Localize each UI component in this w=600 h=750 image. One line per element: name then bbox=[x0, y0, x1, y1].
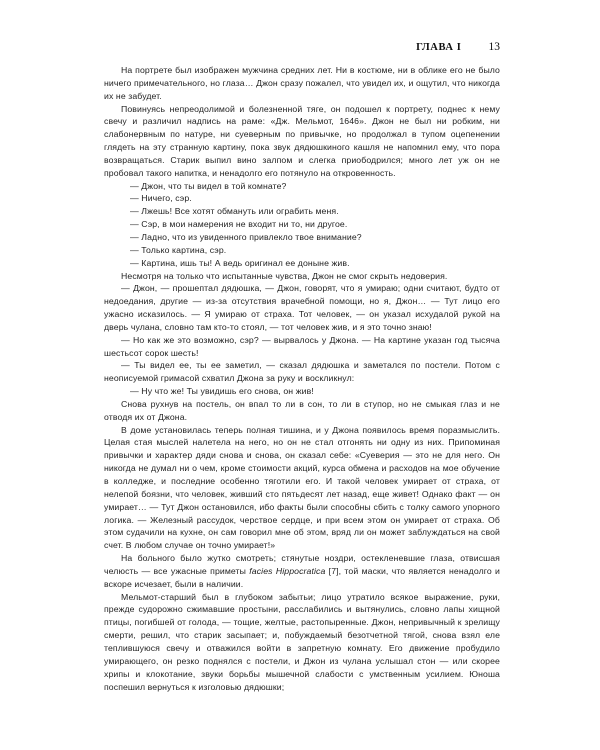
paragraph: — Но как же это возможно, сэр? — вырвалось у Джона. — На картине указан год тысяча шестьсот сорок шесть! bbox=[104, 334, 500, 358]
dialogue-line: — Только картина, сэр. bbox=[130, 244, 227, 255]
dialogue-line: — Картина, ишь ты! А ведь оригинал ее доныне жив. bbox=[130, 257, 350, 268]
dialogue-line: — Ну что же! Ты увидишь его снова, он жив! bbox=[130, 386, 314, 397]
body-text bbox=[104, 64, 500, 693]
dialogue-line: — Ладно, что из увиденного привлекло твое внимание? bbox=[130, 231, 362, 242]
page-number: 13 bbox=[488, 41, 500, 53]
dialogue-line: — Джон, что ты видел в той комнате? bbox=[130, 180, 287, 191]
paragraph: Мельмот-старший был в глубоком забытьи; лицо утратило всякое выражение, руки, прежде судорожно сжимавшие простыни, расслабились и вытянулись, словно лапы хищной птицы, погибшей от голода, — тощие, желтые, растопыренные. Джон, непривычный к зрелищу смерти, решил, что старик засыпает; и, побуждаемый безотчетной тягой, снова взял еле теплившуюся свечу и отважился войти в запретную комнату. Его движение пробудило умирающего, он резко поднялся с постели, и Джон из чулана услышал стон — или скорее хрипы и клокотание, звуки борьбы мышечной слабости с умственным усилием. Юноша поспешил вернуться к изголовью дядюшки; bbox=[104, 591, 500, 692]
paragraph: В доме установилась теперь полная тишина, и у Джона появилось время поразмыслить. Целая стая мыслей налетела на него, но он не стал отгонять ни одну из них. Припоминая привычки и характер дяди снова и снова, он сказал себе: «Суеверия — это не для него. Он никогда не думал ни о чем, кроме стоимости акций, курса обмена и расходов на мое обучение в колледже, и последние особенно тяготили его. И такой человек умирает от страха, от нелепой боязни, что человек, живший сто пятьдесят лет назад, еще живет! Однако факт — он умирает… — Тут Джон остановился, ибо факты были способны сбить с толку самого упорного логика. — Железный рассудок, черствое сердце, и при всем этом он умирает от страха. Об этом судачили на кухне, он сам говорил мне об этом, вряд ли он может заблуждаться на свой счет. В любом случае он точно умирает!» bbox=[104, 424, 500, 551]
paragraph: Несмотря на только что испытанные чувства, Джон не смог скрыть недоверия. bbox=[121, 270, 448, 281]
running-head bbox=[104, 41, 500, 53]
chapter-label: ГЛАВА I bbox=[416, 42, 462, 53]
paragraph: На больного было жутко смотреть; стянутые ноздри, остекленевшие глаза, отвисшая челюсть — все ужасные приметы facies Hippocratica [7], той маски, что является ненадолго и вскоре исчезает, были в наличии. bbox=[104, 553, 500, 589]
latin-term: facies Hippocratica bbox=[249, 565, 326, 576]
dialogue-line: — Сэр, в мои намерения не входит ни то, ни другое. bbox=[130, 219, 348, 230]
paragraph: Повинуясь непреодолимой и болезненной тяге, он подошел к портрету, поднес к нему свечу и различил надпись на раме: «Дж. Мельмот, 1646». Джон не был ни робким, ни слабонервным по натуре, ни суеверным по привычке, но продолжал в тупом оцепенении глядеть на эту странную картину, пока звук дядюшкиного кашля не напомнил ему, что пора возвращаться. Старик выпил вино залпом и слегка приободрился; много лет уж он не пробовал такого напитка, и ненадолго его потянуло на откровенность. bbox=[104, 103, 500, 178]
dialogue-line: — Лжешь! Все хотят обмануть или ограбить меня. bbox=[130, 206, 339, 217]
paragraph: На портрете был изображен мужчина средних лет. Ни в костюме, ни в облике его не было ничего примечательного, но глаза… Джон сразу пожалел, что увидел их, и ощутил, что никогда их не забудет. bbox=[104, 65, 500, 101]
dialogue-line: — Ничего, сэр. bbox=[130, 193, 192, 204]
paragraph: Снова рухнув на постель, он впал то ли в сон, то ли в ступор, но не смыкая глаз и не отводя их от Джона. bbox=[104, 398, 500, 422]
paragraph: — Ты видел ее, ты ее заметил, — сказал дядюшка и заметался по постели. Потом с неописуемой гримасой схватил Джона за руку и воскликнул: bbox=[104, 360, 500, 384]
paragraph: — Джон, — прошептал дядюшка, — Джон, говорят, что я умираю; одни считают, будто от недоедания, другие — из-за отсутствия врачебной помощи, но я, Джон… — Тут лицо его ужасно исказилось. — Я умираю от страха. Тот человек, — он указал исхудалой рукой на дверь чулана, словно там кто-то стоял, — тот человек жив, и я это точно знаю! bbox=[104, 283, 500, 332]
